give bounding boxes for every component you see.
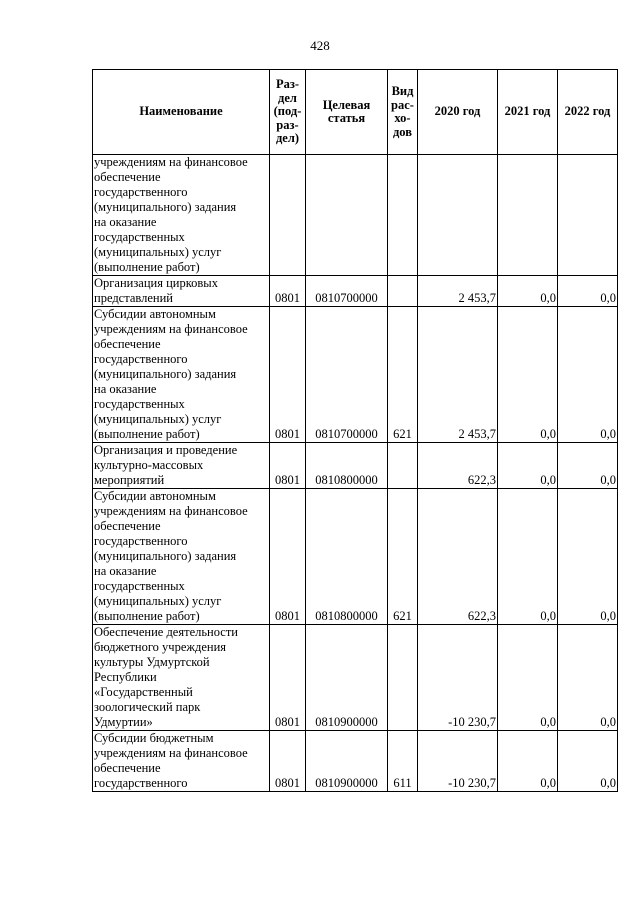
row-section — [270, 307, 306, 443]
row-target-text: 0810800000 — [315, 609, 378, 623]
row-target — [306, 155, 388, 276]
row-name-text: учреждениям на финансовое обеспечение государственного (муниципального) задания на оказание государственных (муниципальных) услуг (выполнение работ) — [94, 155, 248, 274]
row-2020-text: 2 453,7 — [458, 291, 496, 305]
row-name — [93, 489, 270, 625]
row-name — [93, 731, 270, 792]
row-2020-text: 2 453,7 — [458, 427, 496, 441]
row-target-text: 0810900000 — [315, 715, 378, 729]
header-2022: 2022 год — [558, 70, 618, 155]
row-2022 — [558, 489, 618, 625]
table-row — [93, 731, 618, 792]
table-row — [93, 443, 618, 489]
row-type — [388, 155, 418, 276]
table-row — [93, 307, 618, 443]
row-section — [270, 489, 306, 625]
row-2022-text: 0,0 — [600, 609, 616, 623]
row-name-text: Субсидии автономным учреждениям на финансовое обеспечение государственного (муниципального) задания на оказание государственных (муниципальных) услуг (выполнение работ) — [94, 307, 248, 441]
row-type — [388, 625, 418, 731]
row-2021 — [498, 307, 558, 443]
row-2021-text: 0,0 — [540, 715, 556, 729]
row-name-text: Организация и проведение культурно-массовых мероприятий — [94, 443, 238, 487]
row-name — [93, 276, 270, 307]
row-target — [306, 731, 388, 792]
row-section-text: 0801 — [275, 609, 300, 623]
row-type-text: 621 — [393, 609, 412, 623]
row-section — [270, 443, 306, 489]
row-type-text: 611 — [393, 776, 412, 790]
row-2021-text: 0,0 — [540, 776, 556, 790]
row-2022-text: 0,0 — [600, 427, 616, 441]
row-target-text: 0810700000 — [315, 427, 378, 441]
row-name — [93, 155, 270, 276]
row-2020 — [418, 155, 498, 276]
row-type — [388, 731, 418, 792]
row-target-text: 0810900000 — [315, 776, 378, 790]
row-section — [270, 276, 306, 307]
row-target — [306, 489, 388, 625]
row-2020-text: 622,3 — [467, 609, 496, 623]
row-name — [93, 625, 270, 731]
row-target — [306, 276, 388, 307]
row-section — [270, 731, 306, 792]
row-2021 — [498, 625, 558, 731]
row-target-text: 0810800000 — [315, 473, 378, 487]
row-2021-text: 0,0 — [540, 291, 556, 305]
header-2020: 2020 год — [418, 70, 498, 155]
row-type — [388, 443, 418, 489]
row-2020 — [418, 443, 498, 489]
row-type — [388, 307, 418, 443]
row-section — [270, 155, 306, 276]
row-2021 — [498, 276, 558, 307]
row-2022 — [558, 625, 618, 731]
row-2021 — [498, 489, 558, 625]
row-name-text: Обеспечение деятельности бюджетного учреждения культуры Удмуртской Республики «Государственный зоологический парк Удмуртии» — [94, 625, 239, 729]
row-name-text: Организация цирковых представлений — [94, 276, 218, 305]
row-target-text: 0810700000 — [315, 291, 378, 305]
table-row — [93, 489, 618, 625]
row-type — [388, 489, 418, 625]
row-2020-text: 622,3 — [467, 473, 496, 487]
table-header-row — [93, 70, 618, 155]
row-2021-text: 0,0 — [540, 609, 556, 623]
table-body — [93, 155, 618, 792]
row-section-text: 0801 — [275, 291, 300, 305]
table-row — [93, 155, 618, 276]
row-2020 — [418, 276, 498, 307]
row-2020 — [418, 489, 498, 625]
header-type: Вид рас- хо- дов — [388, 70, 418, 155]
row-2021-text: 0,0 — [540, 427, 556, 441]
page-number: 428 — [310, 38, 330, 53]
row-2022 — [558, 443, 618, 489]
row-name-text: Субсидии автономным учреждениям на финансовое обеспечение государственного (муниципального) задания на оказание государственных (муниципальных) услуг (выполнение работ) — [94, 489, 248, 623]
row-2022 — [558, 307, 618, 443]
row-target — [306, 307, 388, 443]
row-2022-text: 0,0 — [600, 776, 616, 790]
row-name — [93, 443, 270, 489]
row-name-text: Субсидии бюджетным учреждениям на финансовое обеспечение государственного — [94, 731, 248, 790]
budget-table — [92, 69, 618, 792]
row-type — [388, 276, 418, 307]
row-2021-text: 0,0 — [540, 473, 556, 487]
row-2020 — [418, 307, 498, 443]
row-2022-text: 0,0 — [600, 473, 616, 487]
row-section-text: 0801 — [275, 776, 300, 790]
row-2021 — [498, 443, 558, 489]
row-2022-text: 0,0 — [600, 291, 616, 305]
row-type-text: 621 — [393, 427, 412, 441]
row-2021 — [498, 155, 558, 276]
row-section-text: 0801 — [275, 473, 300, 487]
header-section: Раз- дел (под- раз- дел) — [270, 70, 306, 155]
table-row — [93, 625, 618, 731]
row-target — [306, 443, 388, 489]
row-2022 — [558, 276, 618, 307]
table-row — [93, 276, 618, 307]
header-name: Наименование — [93, 70, 270, 155]
row-2020-text: -10 230,7 — [448, 715, 496, 729]
row-section — [270, 625, 306, 731]
header-target: Целевая статья — [306, 70, 388, 155]
row-2022 — [558, 731, 618, 792]
row-name — [93, 307, 270, 443]
row-section-text: 0801 — [275, 715, 300, 729]
row-2021 — [498, 731, 558, 792]
row-2020 — [418, 731, 498, 792]
header-2021: 2021 год — [498, 70, 558, 155]
row-2022-text: 0,0 — [600, 715, 616, 729]
row-target — [306, 625, 388, 731]
row-section-text: 0801 — [275, 427, 300, 441]
row-2020-text: -10 230,7 — [448, 776, 496, 790]
row-2022 — [558, 155, 618, 276]
row-2020 — [418, 625, 498, 731]
